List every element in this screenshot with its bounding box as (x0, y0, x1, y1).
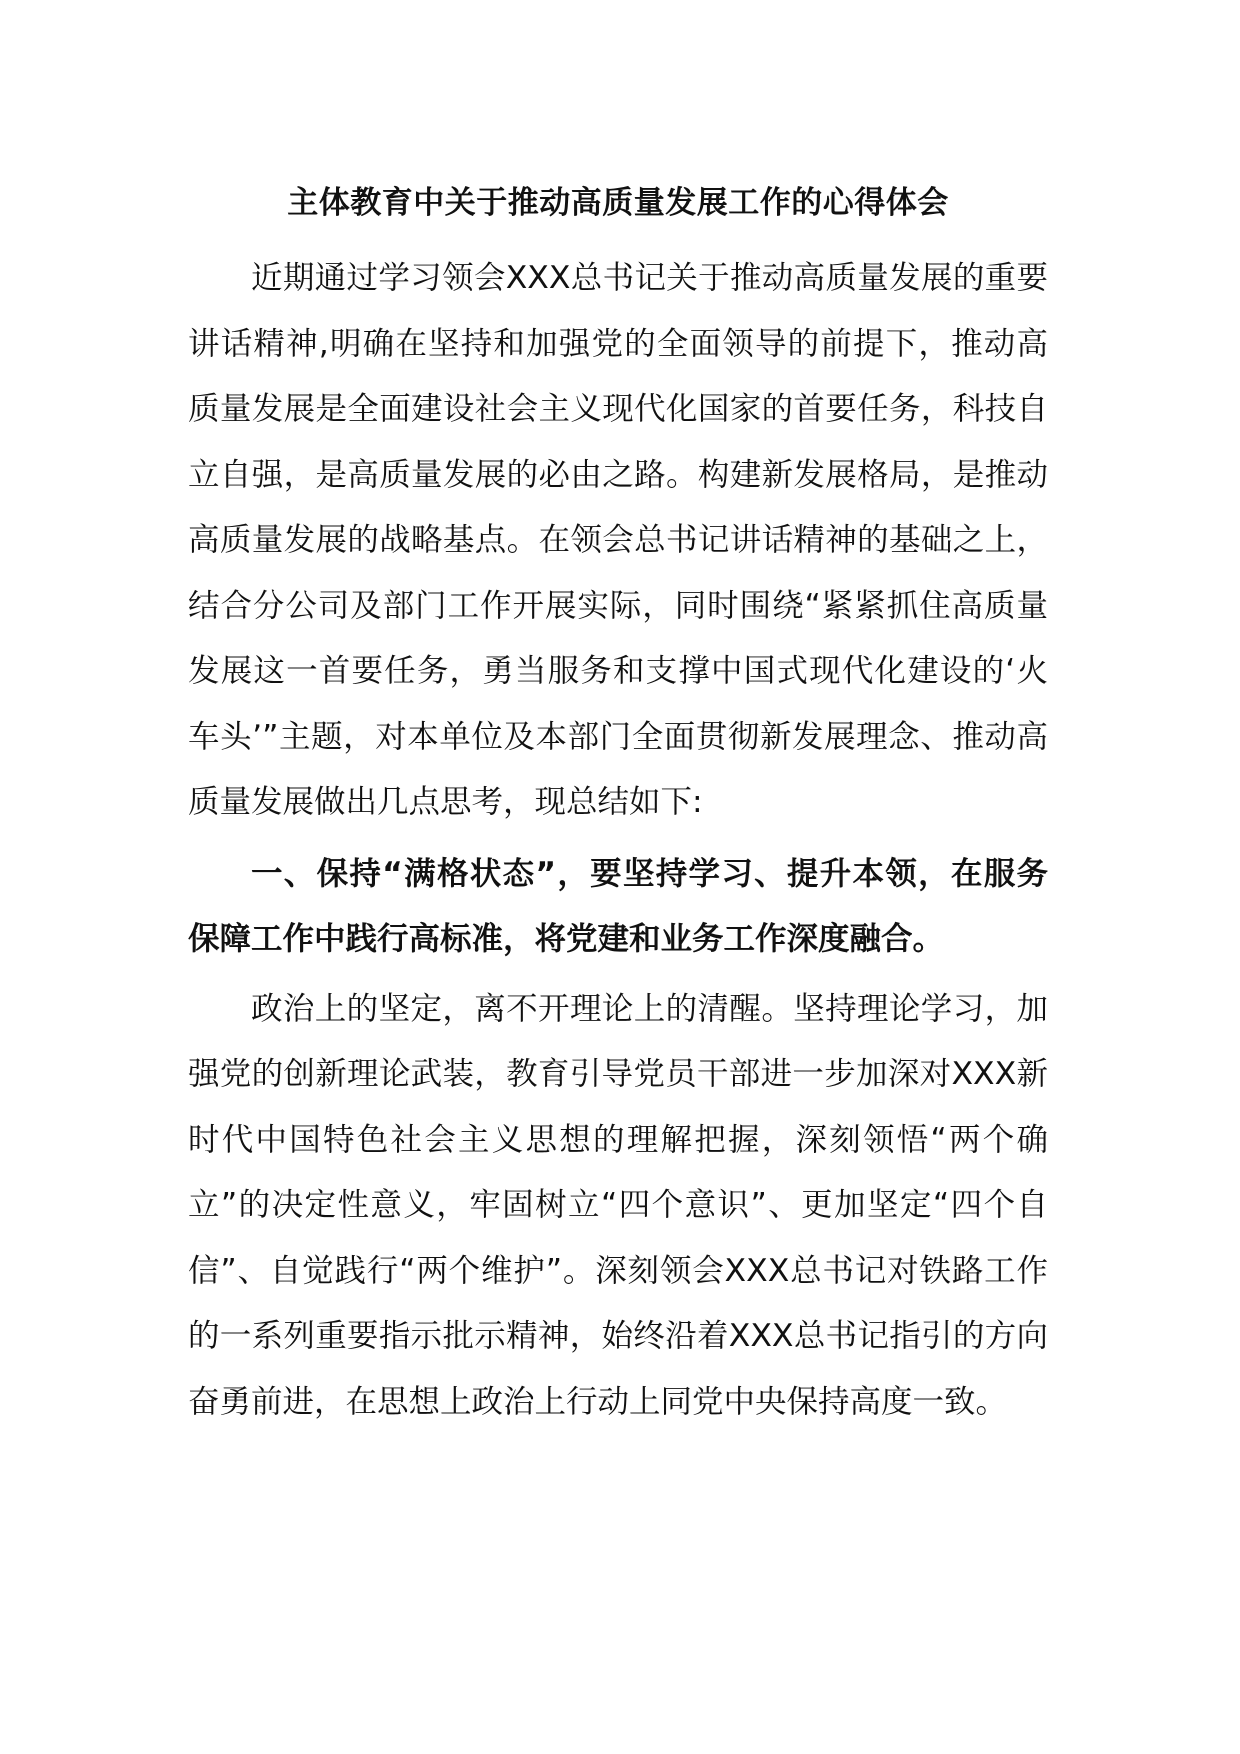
document-body (188, 170, 1048, 1435)
section-1-paragraph: 政治上的坚定，离不开理论上的清醒。坚持理论学习，加强党的创新理论武装，教育引导党员干部进一步加深对XXX新时代中国特色社会主义思想的理解把握，深刻领悟“两个确立”的决定性意义，牢固树立“四个意识”、更加坚定“四个自信”、自觉践行“两个维护”。深刻领会XXX总书记对铁路工作的一系列重要指示批示精神，始终沿着XXX总书记指引的方向奋勇前进，在思想上政治上行动上同党中央保持高度一致。 (188, 990, 1048, 1420)
section-heading-1: 一、保持“满格状态”，要坚持学习、提升本领，在服务保障工作中践行高标准，将党建和业务工作深度融合。 (188, 855, 1048, 957)
intro-paragraph: 近期通过学习领会XXX总书记关于推动高质量发展的重要讲话精神,明确在坚持和加强党的全面领导的前提下，推动高质量发展是全面建设社会主义现代化国家的首要任务，科技自立自强，是高质量发展的必由之路。构建新发展格局，是推动高质量发展的战略基点。在领会总书记讲话精神的基础之上，结合分公司及部门工作开展实际，同时围绕“紧紧抓住高质量发展这一首要任务，勇当服务和支撑中国式现代化建设的‘火车头’”主题，对本单位及本部门全面贯彻新发展理念、推动高质量发展做出几点思考，现总结如下: (188, 260, 1048, 820)
document-title: 主体教育中关于推动高质量发展工作的心得体会 (287, 185, 949, 221)
